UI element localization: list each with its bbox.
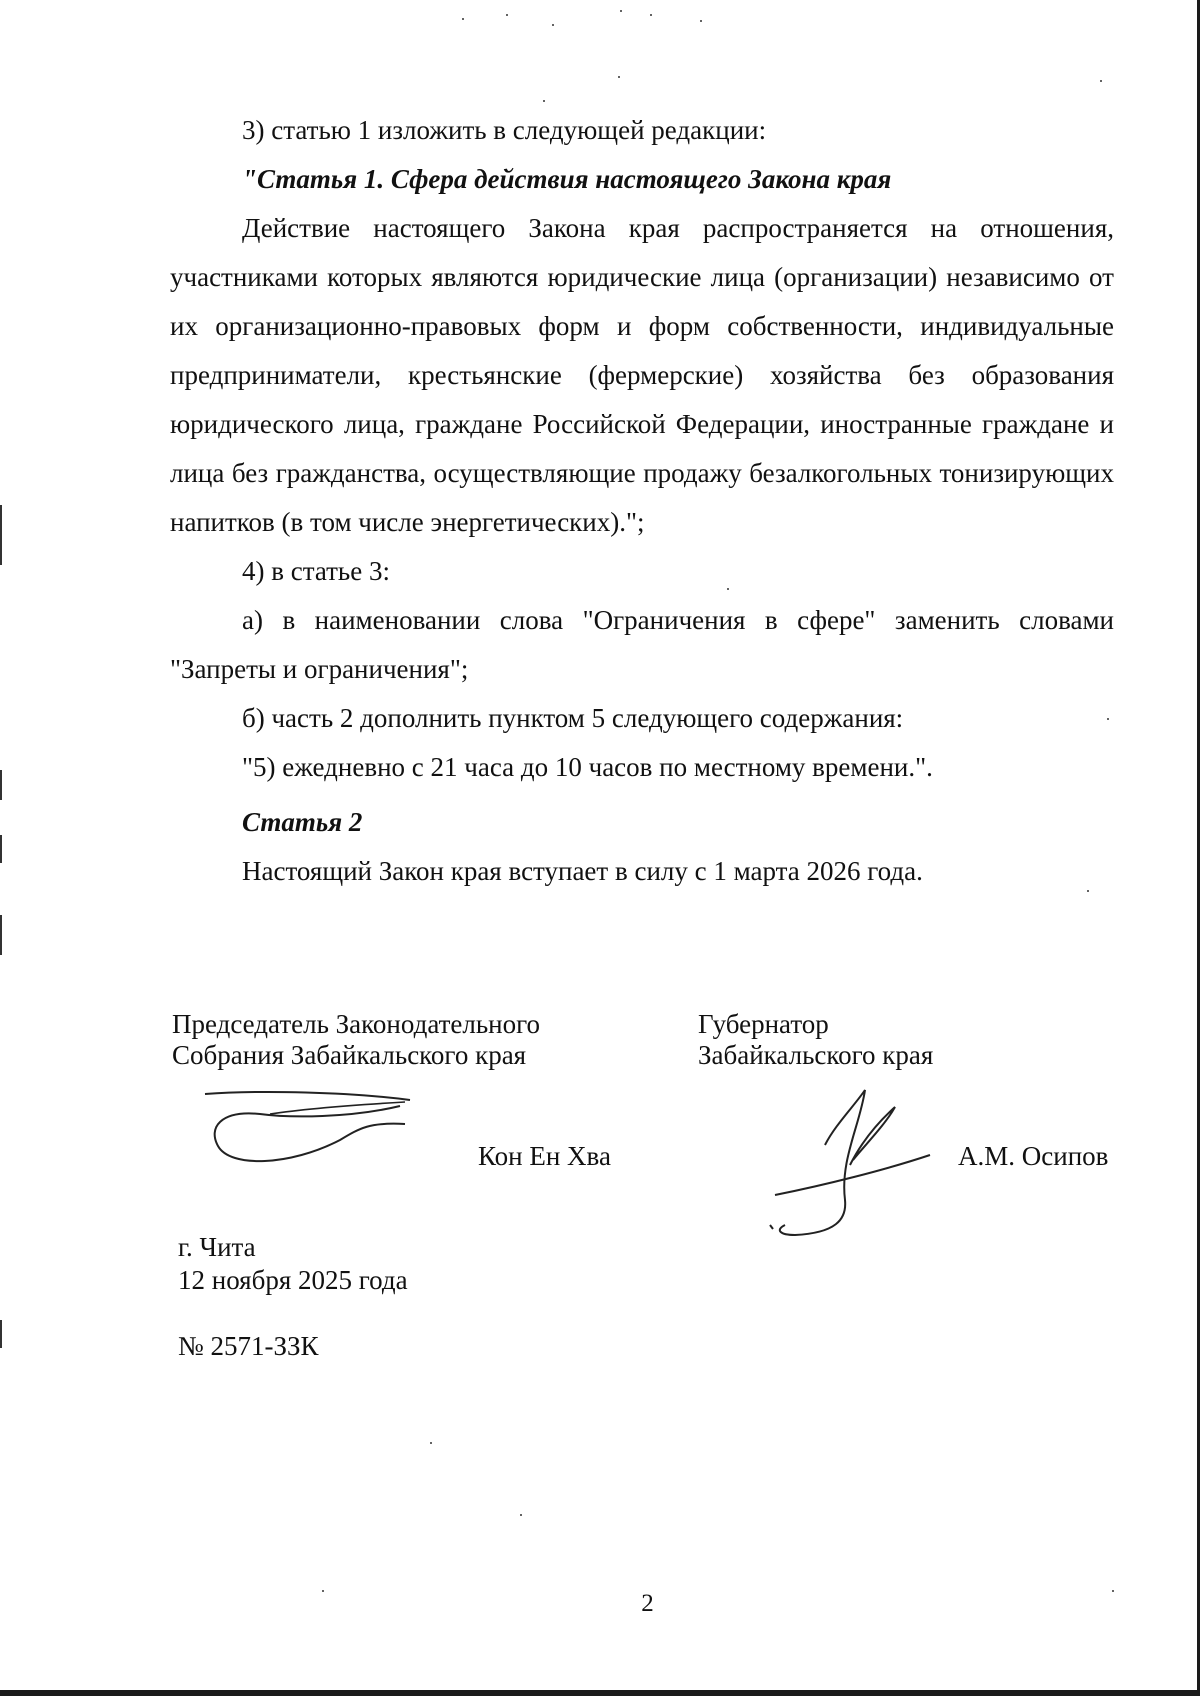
scan-speck <box>700 20 702 22</box>
scan-mark <box>0 1320 2 1348</box>
chairman-signature <box>200 1088 420 1178</box>
scan-speck <box>543 100 545 102</box>
scan-speck <box>618 76 620 78</box>
scan-border-bottom <box>0 1690 1200 1696</box>
scan-mark <box>0 835 2 863</box>
chairman-title-line2: Собрания Забайкальского края <box>172 1040 527 1070</box>
chairman-title <box>172 1009 540 1071</box>
item-4-intro: 4) в статье 3: <box>242 556 390 586</box>
scan-speck <box>506 14 508 16</box>
governor-name: А.М. Осипов <box>958 1141 1109 1171</box>
chairman-name: Кон Ен Хва <box>478 1141 611 1171</box>
scan-mark <box>0 770 2 800</box>
scan-speck <box>552 24 554 26</box>
law-number: № 2571-ЗЗК <box>178 1331 319 1361</box>
governor-title-line1: Губернатор <box>698 1009 829 1039</box>
article-1-heading: "Статья 1. Сфера действия настоящего Закона края <box>242 164 892 194</box>
scan-speck <box>1100 80 1102 82</box>
law-text <box>170 106 1114 896</box>
scan-speck <box>430 1442 432 1444</box>
article-1-text: Действие настоящего Закона края распространяется на отношения, участниками которых являются юридические лица (организации) независимо от их организационно-правовых форм и форм собственности, индивидуальные предприниматели, крестьянские (фермерские) хозяйства без образования юридического лица, граждане Российской Федерации, иностранные граждане и лица без гражданства, осуществляющие продажу безалкогольных тонизирующих напитков (в том числе энергетических)."; <box>170 213 1114 537</box>
chairman-title-line1: Председатель Законодательного <box>172 1009 541 1039</box>
signing-city: г. Чита <box>178 1232 256 1262</box>
signing-date: 12 ноября 2025 года <box>178 1265 408 1295</box>
page-number: 2 <box>641 1590 654 1617</box>
item-4a: а) в наименовании слова "Ограничения в сфере" заменить словами "Запреты и ограничения"; <box>170 605 1114 684</box>
governor-title <box>698 1009 933 1071</box>
governor-title-line2: Забайкальского края <box>698 1040 934 1070</box>
article-2-text: Настоящий Закон края вступает в силу с 1 марта 2026 года. <box>242 856 923 886</box>
item-3-intro: 3) статью 1 изложить в следующей редакции: <box>242 115 767 145</box>
scan-speck <box>462 18 464 20</box>
signing-place-date <box>178 1231 408 1297</box>
scan-speck <box>650 14 652 16</box>
scan-mark <box>0 505 2 565</box>
item-4b-quote: "5) ежедневно с 21 часа до 10 часов по местному времени.". <box>242 752 933 782</box>
scan-speck <box>620 10 622 12</box>
scan-speck <box>520 1514 522 1516</box>
item-4b: б) часть 2 дополнить пунктом 5 следующего содержания: <box>242 703 904 733</box>
governor-signature <box>765 1085 935 1240</box>
article-2-heading: Статья 2 <box>242 807 363 837</box>
scan-mark <box>0 915 2 955</box>
